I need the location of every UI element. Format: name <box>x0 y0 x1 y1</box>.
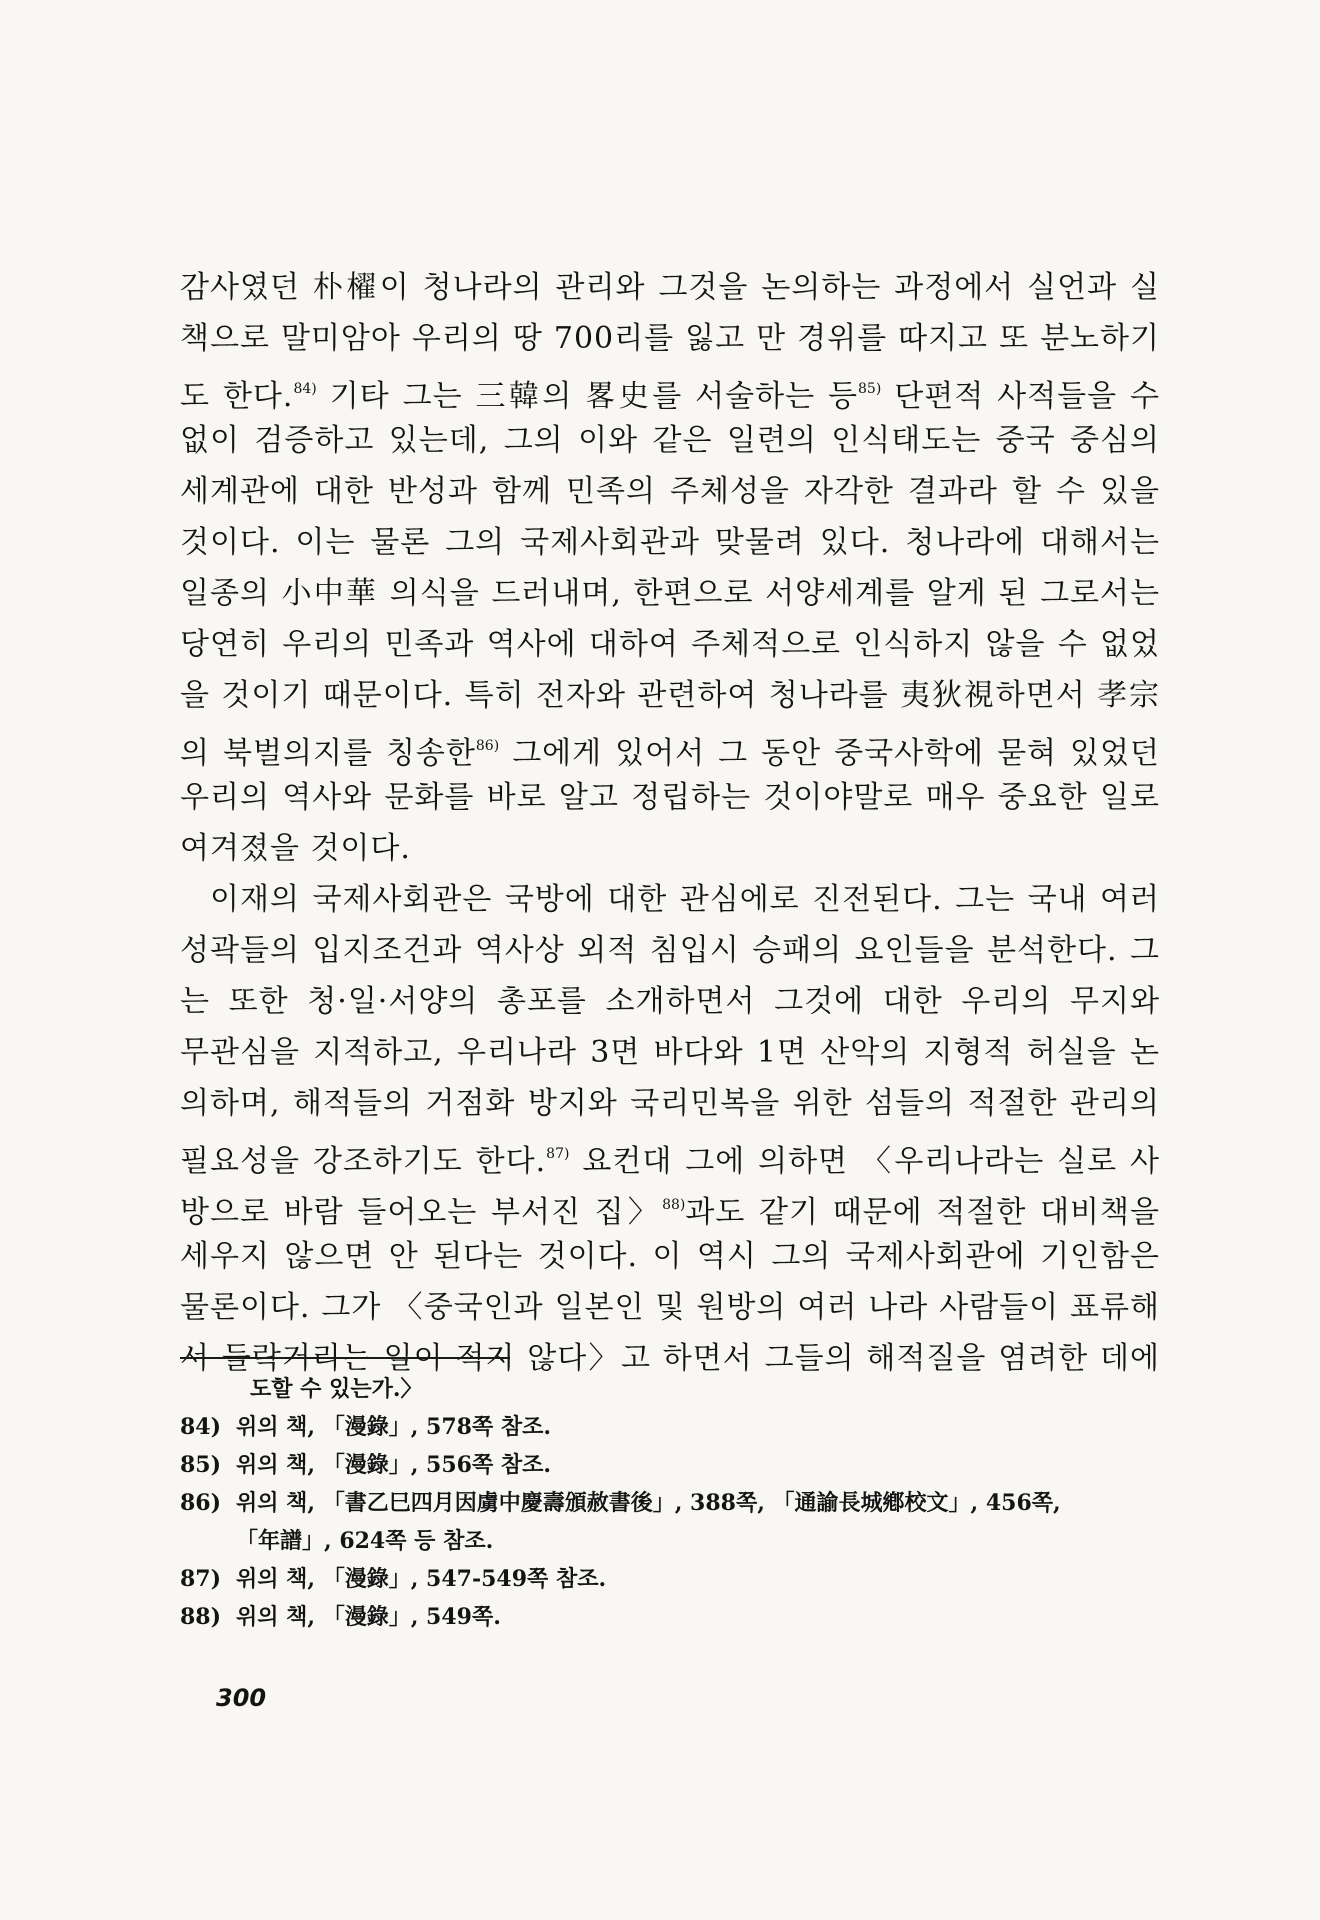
footnote-ref: 84) <box>293 381 317 397</box>
footnote-text: 위의 책, 「漫錄」, 549쪽. <box>236 1604 501 1630</box>
footnote-text: 위의 책, 「漫錄」, 578쪽 참조. <box>236 1414 552 1440</box>
text-line: 우리의 역사와 문화를 바로 알고 정립하는 것이야말로 매우 중요한 일로 <box>180 780 1160 815</box>
footnote-number: 85) <box>180 1452 222 1478</box>
footnote-item <box>180 1560 1160 1598</box>
footnote-continuation: 도할 수 있는가.〉 <box>250 1376 423 1402</box>
text-line: 당연히 우리의 민족과 역사에 대하여 주체적으로 인식하지 않을 수 없었 <box>180 627 1160 662</box>
text-line: 물론이다. 그가 〈중국인과 일본인 및 원방의 여러 나라 사람들이 표류해 <box>180 1290 1160 1325</box>
text-line: 서 들락거리는 일이 적지 않다〉고 하면서 그들의 해적질을 염려한 데에 <box>180 1341 1160 1376</box>
text-line: 성곽들의 입지조건과 역사상 외적 침입시 승패의 요인들을 분석한다. 그 <box>180 933 1160 968</box>
text-line: 세계관에 대한 반성과 함께 민족의 주체성을 자각한 결과라 할 수 있을 <box>180 474 1160 509</box>
text-line: 방으로 바람 들어오는 부서진 집〉$^{88)}$과도 같기 때문에 적절한 대비책을 <box>180 1195 1160 1230</box>
footnotes <box>180 1370 1160 1636</box>
text-line: 필요성을 강조하기도 한다.$^{87)}$ 요컨대 그에 의하면 〈우리나라는 실로 사 <box>180 1144 1160 1179</box>
footnote-item <box>180 1484 1160 1522</box>
footnote-ref: 88) <box>662 1197 686 1213</box>
footnote-text: 위의 책, 「漫錄」, 547-549쪽 참조. <box>236 1566 607 1592</box>
text-line: 없이 검증하고 있는데, 그의 이와 같은 일련의 인식태도는 중국 중심의 <box>180 423 1160 458</box>
text-line: 감사였던 朴櫂이 청나라의 관리와 그것을 논의하는 과정에서 실언과 실 <box>180 270 1160 305</box>
footnote-text: 「年譜」, 624쪽 등 참조. <box>236 1528 494 1554</box>
footnote-item <box>180 1522 1160 1560</box>
text-line: 일종의 小中華 의식을 드러내며, 한편으로 서양세계를 알게 된 그로서는 <box>180 576 1160 611</box>
main-text <box>180 262 1160 1384</box>
footnote-item <box>180 1408 1160 1446</box>
footnote-divider <box>180 1357 510 1359</box>
text-line: 는 또한 청·일·서양의 총포를 소개하면서 그것에 대한 우리의 무지와 <box>180 984 1160 1019</box>
text-line: 것이다. 이는 물론 그의 국제사회관과 맞물려 있다. 청나라에 대해서는 <box>180 525 1160 560</box>
footnote-ref: 86) <box>475 738 500 754</box>
text-line: 의하며, 해적들의 거점화 방지와 국리민복을 위한 섬들의 적절한 관리의 <box>180 1086 1160 1121</box>
footnote-number: 87) <box>180 1566 222 1592</box>
footnote-text: 위의 책, 「漫錄」, 556쪽 참조. <box>236 1452 552 1478</box>
footnote-item <box>180 1446 1160 1484</box>
text-line: 의 북벌의지를 칭송한$^{86)}$ 그에게 있어서 그 동안 중국사학에 묻혀 있었던 <box>180 736 1160 771</box>
text-line: 세우지 않으면 안 된다는 것이다. 이 역시 그의 국제사회관에 기인함은 <box>180 1239 1160 1274</box>
text-line: 무관심을 지적하고, 우리나라 3면 바다와 1면 산악의 지형적 허실을 논 <box>180 1035 1160 1070</box>
text-line: 책으로 말미암아 우리의 땅 700리를 잃고 만 경위를 따지고 또 분노하기 <box>180 321 1160 356</box>
text-line: 여겨졌을 것이다. <box>180 831 411 866</box>
footnote-ref: 85) <box>858 381 882 397</box>
footnote-number: 86) <box>180 1490 222 1516</box>
text-line: 을 것이기 때문이다. 특히 전자와 관련하여 청나라를 夷狄視하면서 孝宗 <box>180 678 1160 713</box>
footnote-number: 84) <box>180 1414 222 1440</box>
text-line: 도 한다.$^{84)}$ 기타 그는 三韓의 畧史를 서술하는 등$^{85)}$ 단편적 사적들을 수 <box>180 379 1161 414</box>
footnote-number: 88) <box>180 1604 222 1630</box>
footnote-item <box>180 1598 1160 1636</box>
footnote-text: 위의 책, 「書乙巳四月因虜中慶壽頒赦書後」, 388쪽, 「通諭長城鄕校文」, 456쪽, <box>236 1490 1061 1516</box>
page-number: 300 <box>216 1684 267 1712</box>
footnote-ref: 87) <box>546 1146 570 1162</box>
paragraph-start: 이재의 국제사회관은 국방에 대한 관심에로 진전된다. 그는 국내 여러 <box>210 882 1160 917</box>
